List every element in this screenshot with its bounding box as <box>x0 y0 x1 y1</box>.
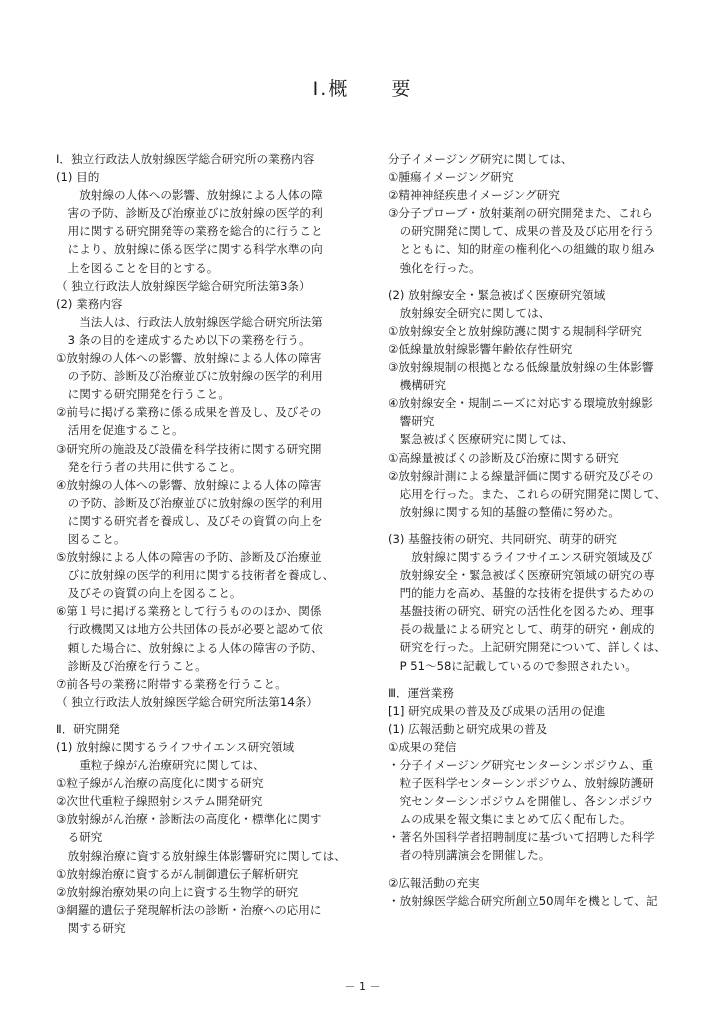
paragraph-gap <box>388 675 678 684</box>
text-line: 行政機関又は地方公共団体の長が必要と認めて依 <box>56 622 323 637</box>
text-line: ④放射線安全・規制ニーズに対応する環境放射線影 <box>388 396 653 411</box>
text-line: (1) 広報活動と研究成果の普及 <box>388 721 548 736</box>
text-line: ③網羅的遺伝子発現解析法の診断・治療への応用に <box>56 902 322 917</box>
text-line: 緊急被ばく医療研究に関しては、 <box>388 432 574 447</box>
text-line: 基盤技術の研究、研究の活性化を図るため、理事 <box>388 604 655 619</box>
text-line: ②前号に掲げる業務に係る成果を普及し、及びその <box>56 405 322 420</box>
text-line: (2) 業務内容 <box>56 296 123 311</box>
text-line: (3) 基盤技術の研究、共同研究、萌芽的研究 <box>388 531 617 546</box>
text-line: （ 独立行政法人放射線医学総合研究所法第3条） <box>56 278 311 293</box>
text-line: (1) 目的 <box>56 170 100 185</box>
text-line: ムの成果を報文集にまとめて広く配布した。 <box>388 812 632 827</box>
text-line: ⑦前各号の業務に附帯する業務を行うこと。 <box>56 676 287 691</box>
text-line: 重粒子線がん治療研究に関しては、 <box>56 758 265 773</box>
text-line: に関する研究者を養成し、及びその資質の向上を <box>56 513 323 528</box>
page-number: － 1 － <box>344 980 381 993</box>
text-line: の予防、診断及び治療並びに放射線の医学的利用 <box>56 369 323 384</box>
text-line: びに放射線の医学的利用に関する技術者を養成し、 <box>56 568 335 583</box>
text-line: ②放射線治療効果の向上に資する生物学的研究 <box>56 884 299 899</box>
text-line: (1) 放射線に関するライフサイエンス研究領域 <box>56 740 295 754</box>
text-line: Ⅲ．運営業務 <box>388 685 454 700</box>
text-line: ①高線量被ばくの診断及び治療に関する研究 <box>388 450 619 465</box>
text-line: 強化を行った。 <box>388 260 481 275</box>
text-line: 放射線安全・緊急被ばく医療研究領域の研究の専 <box>388 568 655 583</box>
text-line: ②低線量放射線影響年齢依存性研究 <box>388 341 573 356</box>
text-line: （ 独立行政法人放射線医学総合研究所法第14条） <box>56 694 318 709</box>
text-line: により、放射線に係る医学に関する科学水準の向 <box>56 242 323 257</box>
text-line: 用に関する研究開発等の業務を総合的に行うこと <box>56 224 323 239</box>
text-line: 発を行う者の共用に供すること。 <box>56 459 242 474</box>
text-line: 活用を促進すること。 <box>56 423 184 438</box>
text-line: ③放射線がん治療・診断法の高度化・標準化に関す <box>56 812 322 827</box>
text-line: 放射線安全研究に関しては、 <box>388 305 551 320</box>
text-line: 究センターシンポジウムを開催し、各シンポジウ <box>388 794 654 809</box>
text-line: 図ること。 <box>56 531 126 546</box>
text-line: 長の裁量による研究として、萌芽的研究・創成的 <box>388 622 655 637</box>
text-line: ②次世代重粒子線照射システム開発研究 <box>56 794 263 809</box>
text-line: [1] 研究成果の普及及び成果の活用の促進 <box>388 703 606 718</box>
text-line: Ⅰ．独立行政法人放射線医学総合研究所の業務内容 <box>56 152 315 166</box>
text-line: 響研究 <box>388 414 435 429</box>
text-line: ②放射線計測による線量評価に関する研究及びその <box>388 468 654 483</box>
text-line: ②精神神経疾患イメージング研究 <box>388 188 560 203</box>
text-line: 上を図ることを目的とする。 <box>56 260 219 275</box>
text-line: 3 条の目的を達成するため以下の業務を行う。 <box>56 332 311 347</box>
text-line: Ⅱ．研究開発 <box>56 721 120 736</box>
text-line: ⑥第１号に掲げる業務として行うもののほか、関係 <box>56 604 322 619</box>
text-line: 機構研究 <box>388 378 446 393</box>
text-line: 当法人は、行政法人放射線医学総合研究所法第 <box>56 314 323 329</box>
text-line: 放射線に関するライフサイエンス研究領域及び <box>388 549 653 564</box>
text-line: 及びその資質の向上を図ること。 <box>56 586 242 601</box>
text-line: ③分子プローブ・放射薬剤の研究開発また、これら <box>388 206 653 221</box>
text-line: 応用を行った。また、これらの研究開発に関して、 <box>388 486 667 501</box>
text-line: 放射線治療に資する放射線生体影響研究に関しては、 <box>56 848 346 863</box>
text-line: 粒子医科学センターシンポジウム、放射線防護研 <box>388 776 654 791</box>
text-line: る研究 <box>56 830 103 845</box>
text-line: ・著名外国科学者招聘制度に基づいて招聘した科学 <box>388 830 655 845</box>
text-line: 分子イメージング研究に関しては、 <box>388 152 573 166</box>
paragraph-gap <box>56 711 346 720</box>
text-line: ①放射線安全と放射線防護に関する規制科学研究 <box>388 323 642 338</box>
paragraph-gap <box>388 521 678 530</box>
text-line: 者の特別講演会を開催した。 <box>388 848 551 863</box>
text-line: 害の予防、診断及び治療並びに放射線の医学的利 <box>56 206 323 221</box>
paragraph-gap <box>388 277 678 286</box>
text-line: ・放射線医学総合研究所創立50周年を機として、記 <box>388 893 658 908</box>
left-column <box>56 150 346 937</box>
text-line: 放射線の人体への影響、放射線による人体の障 <box>56 188 323 203</box>
paragraph-gap <box>388 865 678 874</box>
text-line: ①成果の発信 <box>388 739 457 754</box>
text-line: 診断及び治療を行うこと。 <box>56 658 207 673</box>
text-line: 研究を行った。上記研究開発について、詳しくは、 <box>388 640 666 655</box>
text-line: ①腫瘍イメージング研究 <box>388 170 514 185</box>
text-line: (2) 放射線安全・緊急被ばく医療研究領域 <box>388 287 606 302</box>
page-title: Ⅰ.概 要 <box>312 78 413 100</box>
text-line: ③研究所の施設及び設備を科学技術に関する研究開 <box>56 441 322 456</box>
text-line: の予防、診断及び治療並びに放射線の医学的利用 <box>56 495 323 510</box>
text-line: ④放射線の人体への影響、放射線による人体の障害 <box>56 477 322 492</box>
text-line: ⑤放射線による人体の障害の予防、診断及び治療並 <box>56 550 322 565</box>
text-line: に関する研究開発を行うこと。 <box>56 387 230 402</box>
right-column <box>388 150 678 910</box>
text-line: ・分子イメージング研究センターシンポジウム、重 <box>388 758 654 772</box>
text-line: 門的能力を高め、基盤的な技術を提供するための <box>388 586 655 601</box>
text-line: 放射線に関する知的基盤の整備に努めた。 <box>388 504 620 519</box>
text-line: 頼した場合に、放射線による人体の障害の予防、 <box>56 640 323 655</box>
text-line: とともに、知的財産の権利化への組織的取り組み <box>388 242 655 257</box>
text-line: の研究開発に関して、成果の普及及び応用を行う <box>388 224 655 239</box>
text-line: ①放射線の人体への影響、放射線による人体の障害 <box>56 351 322 366</box>
text-line: P 51～58に記載しているので参照されたい。 <box>388 658 637 673</box>
text-line: ③放射線規制の根拠となる低線量放射線の生体影響 <box>388 360 654 375</box>
text-line: ①放射線治療に資するがん制御遺伝子解析研究 <box>56 866 299 881</box>
text-line: 関する研究 <box>56 920 126 935</box>
text-line: ②広報活動の充実 <box>388 875 480 890</box>
text-line: ①粒子線がん治療の高度化に関する研究 <box>56 776 264 791</box>
